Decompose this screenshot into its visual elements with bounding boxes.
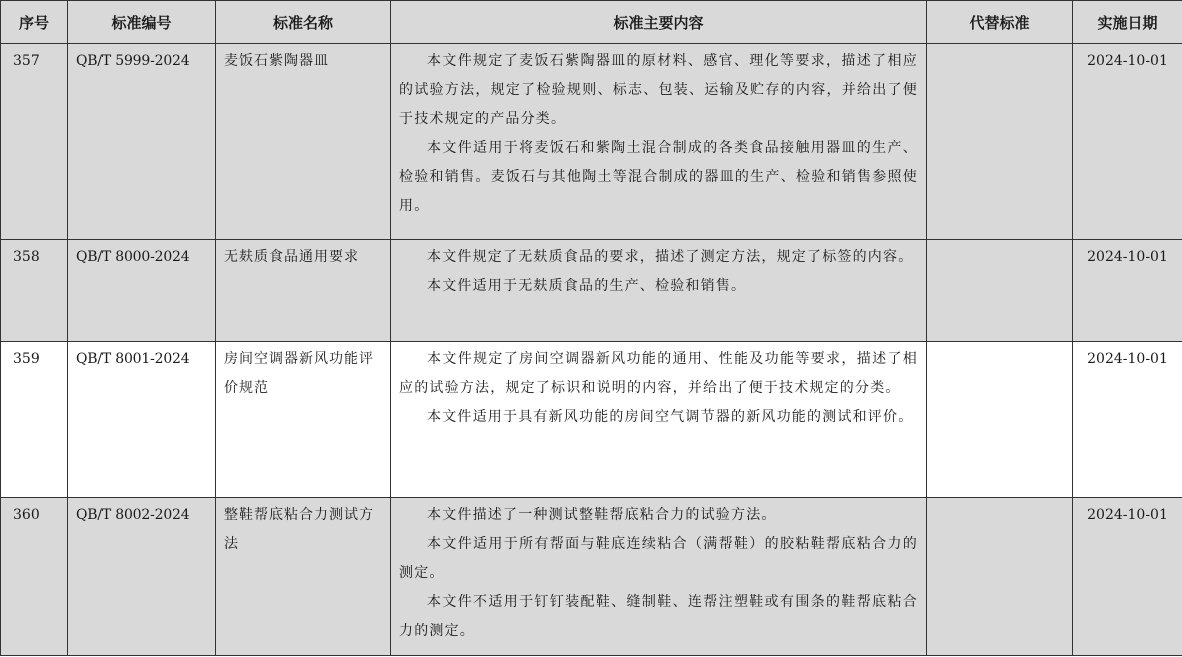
content-paragraph: 本文件适用于具有新风功能的房间空气调节器的新风功能的测试和评价。 [427, 409, 914, 425]
row-seq: 360 [1, 498, 68, 656]
table-row [1, 498, 1182, 656]
row-replaces [927, 44, 1073, 240]
row-code: QB/T 5999-2024 [68, 44, 216, 240]
row-replaces [927, 498, 1073, 656]
header-name: 标准名称 [216, 1, 391, 44]
header-row [1, 1, 1182, 44]
content-paragraph: 本文件规定了房间空调器新风功能的通用、性能及功能等要求，描述了相应的试验方法，规定了标识和说明的内容，并给出了便于技术规定的分类。 [399, 351, 918, 396]
content-paragraph: 本文件适用于所有帮面与鞋底连续粘合（满帮鞋）的胶粘鞋帮底粘合力的测定。 [399, 536, 918, 581]
row-code: QB/T 8000-2024 [68, 240, 216, 342]
content-paragraph: 本文件适用于将麦饭石和紫陶土混合制成的各类食品接触用器皿的生产、检验和销售。麦饭石与其他陶土等混合制成的器皿的生产、检验和销售参照使用。 [399, 140, 918, 214]
header-seq: 序号 [1, 1, 68, 44]
content-paragraph: 本文件描述了一种测试整鞋帮底粘合力的试验方法。 [427, 507, 777, 523]
row-name: 整鞋帮底粘合力测试方法 [216, 498, 391, 656]
header-code: 标准编号 [68, 1, 216, 44]
row-code: QB/T 8002-2024 [68, 498, 216, 656]
row-content [391, 498, 927, 656]
table-row [1, 240, 1182, 342]
row-date: 2024-10-01 [1073, 498, 1182, 656]
header-date: 实施日期 [1073, 1, 1182, 44]
row-seq: 357 [1, 44, 68, 240]
row-content [391, 240, 927, 342]
row-date: 2024-10-01 [1073, 240, 1182, 342]
table-row [1, 342, 1182, 498]
row-name: 无麸质食品通用要求 [216, 240, 391, 342]
content-paragraph: 本文件规定了无麸质食品的要求，描述了测定方法，规定了标签的内容。 [427, 249, 914, 265]
row-content [391, 44, 927, 240]
header-replaces: 代替标准 [927, 1, 1073, 44]
row-replaces [927, 342, 1073, 498]
row-name: 麦饭石紫陶器皿 [216, 44, 391, 240]
row-replaces [927, 240, 1073, 342]
content-paragraph: 本文件不适用于钉钉装配鞋、缝制鞋、连帮注塑鞋或有围条的鞋帮底粘合力的测定。 [399, 594, 918, 639]
table-row [1, 44, 1182, 240]
row-name: 房间空调器新风功能评价规范 [216, 342, 391, 498]
header-content: 标准主要内容 [391, 1, 927, 44]
row-content [391, 342, 927, 498]
row-seq: 358 [1, 240, 68, 342]
content-paragraph: 本文件规定了麦饭石紫陶器皿的原材料、感官、理化等要求，描述了相应的试验方法，规定了检验规则、标志、包装、运输及贮存的内容，并给出了便于技术规定的产品分类。 [399, 53, 918, 127]
content-paragraph: 本文件适用于无麸质食品的生产、检验和销售。 [427, 278, 747, 294]
row-date: 2024-10-01 [1073, 44, 1182, 240]
row-date: 2024-10-01 [1073, 342, 1182, 498]
row-code: QB/T 8001-2024 [68, 342, 216, 498]
row-seq: 359 [1, 342, 68, 498]
